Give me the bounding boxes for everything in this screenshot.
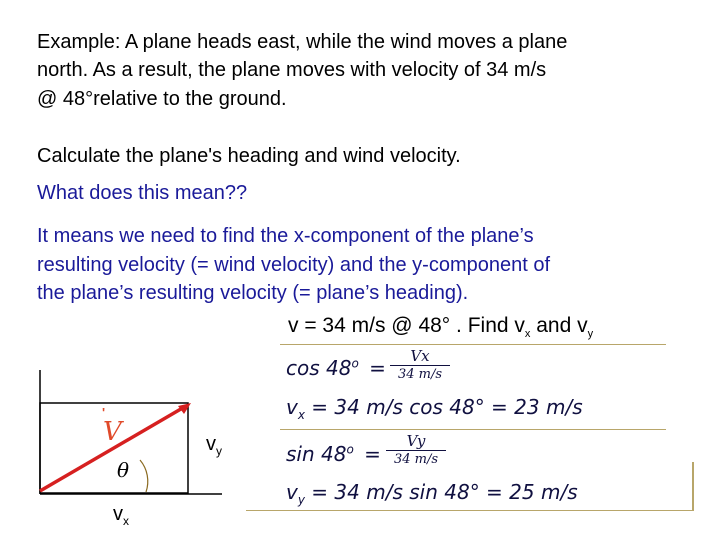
vx-label bbox=[113, 502, 129, 533]
cos-degree: o bbox=[351, 356, 359, 371]
cos-equals: = bbox=[369, 356, 386, 380]
theta-label: θ bbox=[117, 458, 130, 482]
cos-denominator: 34 m/s bbox=[397, 367, 443, 382]
sin-numerator: Vy bbox=[406, 432, 426, 450]
velocity-arrowhead bbox=[178, 403, 191, 414]
given-sub-x: x bbox=[524, 328, 531, 341]
intro-line-2: north. As a result, the plane moves with velocity of 34 m/s bbox=[37, 59, 547, 81]
intro-line-3: @ 48°relative to the ground. bbox=[37, 88, 287, 110]
given-middle: and v bbox=[530, 314, 588, 337]
intro-line-1: Example: A plane heads east, while the wind moves a plane bbox=[37, 31, 568, 53]
answer-line-3: the plane’s resulting velocity (= plane’s heading). bbox=[37, 282, 469, 304]
vx-equation: $v_x = 34$ m/s cos 48° = 23 m/s bbox=[286, 395, 583, 422]
v-label-dot: ' bbox=[102, 405, 106, 420]
question-text: What does this mean?? bbox=[37, 182, 248, 204]
cos-numerator: Vx bbox=[410, 347, 430, 365]
sin-denominator: 34 m/s bbox=[393, 452, 439, 467]
sin-equals: = bbox=[364, 442, 381, 466]
task-text: Calculate the plane's heading and wind velocity. bbox=[37, 145, 461, 167]
vy-equation: $v_y = 34$ m/s sin 48° = 25 m/s bbox=[286, 480, 578, 507]
sin-label: sin 48 bbox=[286, 442, 347, 466]
answer-line-2: resulting velocity (= wind velocity) and the y-component of bbox=[37, 254, 551, 276]
vy-label bbox=[206, 432, 222, 463]
answer-line-1: It means we need to find the x-component of the plane’s bbox=[37, 225, 534, 247]
angle-arc bbox=[140, 460, 148, 492]
sin-degree: o bbox=[346, 442, 354, 457]
v-vector-label: V bbox=[103, 417, 122, 447]
vy-label-text: $v_y$ bbox=[206, 433, 222, 458]
given-prefix: v = 34 m/s @ 48° . Find v bbox=[288, 314, 525, 337]
vx-label-text: $v_x$ bbox=[113, 503, 129, 528]
cos-label: cos 48 bbox=[286, 356, 352, 380]
given-sub-y: y bbox=[587, 328, 594, 341]
